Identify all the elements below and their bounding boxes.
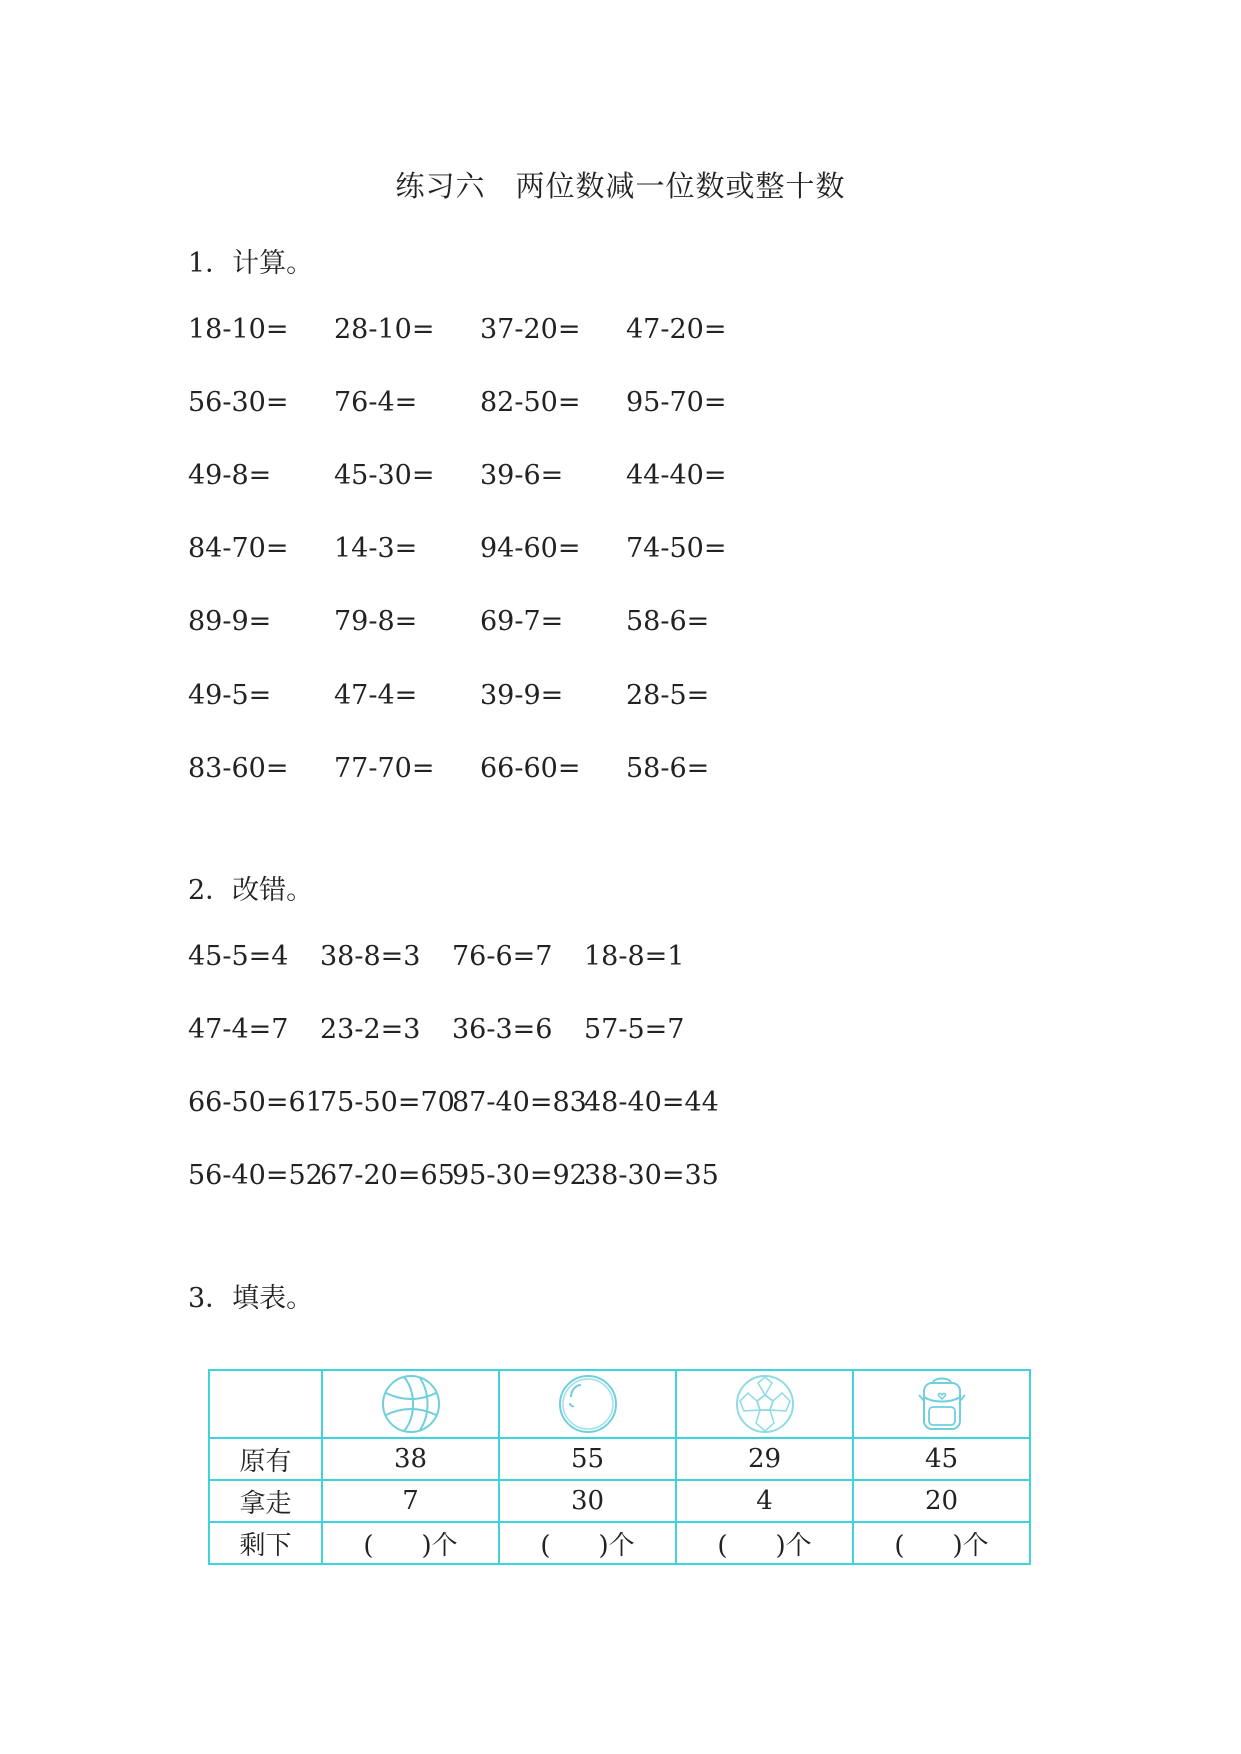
calc-problem: 76-4= — [334, 387, 418, 418]
calc-problem: 95-70= — [626, 387, 727, 418]
calc-problem: 47-4= — [334, 680, 418, 711]
correction-item: 57-5=7 — [584, 1014, 685, 1045]
correction-item: 48-40=44 — [584, 1087, 719, 1118]
correction-item: 23-2=3 — [320, 1014, 421, 1045]
row-label-original: 原有 — [209, 1438, 322, 1480]
section2-heading: 2．改错。 — [188, 875, 314, 906]
correction-item: 87-40=83 — [452, 1087, 587, 1118]
calc-problem: 14-3= — [334, 533, 418, 564]
calc-problem: 58-6= — [626, 753, 710, 784]
calc-problem: 74-50= — [626, 533, 727, 564]
calc-problem: 84-70= — [188, 533, 289, 564]
backpack-icon — [911, 1373, 973, 1435]
taken-value: 4 — [676, 1480, 853, 1522]
table-image-cell — [676, 1370, 853, 1438]
calc-problem: 89-9= — [188, 606, 272, 637]
calc-problem: 69-7= — [480, 606, 564, 637]
answer-blank[interactable]: ( )个 — [322, 1522, 499, 1564]
correction-item: 38-30=35 — [584, 1160, 719, 1191]
correction-item: 95-30=92 — [452, 1160, 587, 1191]
calc-problem: 49-5= — [188, 680, 272, 711]
answer-blank[interactable]: ( )个 — [676, 1522, 853, 1564]
calc-problem: 66-60= — [480, 753, 581, 784]
calc-problem: 83-60= — [188, 753, 289, 784]
correction-item: 76-6=7 — [452, 941, 553, 972]
correction-item: 56-40=52 — [188, 1160, 323, 1191]
calc-problem: 18-10= — [188, 314, 289, 345]
section1-heading: 1．计算。 — [188, 248, 314, 279]
table-corner-cell — [209, 1370, 322, 1438]
table-row-images — [209, 1370, 1030, 1438]
original-value: 55 — [499, 1438, 676, 1480]
correction-item: 38-8=3 — [320, 941, 421, 972]
calc-problem: 79-8= — [334, 606, 418, 637]
correction-item: 67-20=65 — [320, 1160, 455, 1191]
calc-problem: 77-70= — [334, 753, 435, 784]
calc-problem: 49-8= — [188, 460, 272, 491]
calc-problem: 58-6= — [626, 606, 710, 637]
original-value: 45 — [853, 1438, 1030, 1480]
correction-item: 36-3=6 — [452, 1014, 553, 1045]
table-image-cell — [322, 1370, 499, 1438]
original-value: 38 — [322, 1438, 499, 1480]
calc-problem: 47-20= — [626, 314, 727, 345]
calc-problem: 82-50= — [480, 387, 581, 418]
answer-blank[interactable]: ( )个 — [853, 1522, 1030, 1564]
correction-item: 47-4=7 — [188, 1014, 289, 1045]
section3-heading: 3．填表。 — [188, 1283, 314, 1314]
correction-item: 45-5=4 — [188, 941, 289, 972]
original-value: 29 — [676, 1438, 853, 1480]
table-image-cell — [853, 1370, 1030, 1438]
page-title — [0, 164, 1241, 205]
title-sub: 两位数减一位数或整十数 — [515, 169, 846, 203]
calc-problem: 56-30= — [188, 387, 289, 418]
calc-problem: 44-40= — [626, 460, 727, 491]
correction-item: 66-50=61 — [188, 1087, 323, 1118]
calc-problem: 39-9= — [480, 680, 564, 711]
table-row-taken — [209, 1480, 1030, 1522]
table-image-cell — [499, 1370, 676, 1438]
row-label-remaining: 剩下 — [209, 1522, 322, 1564]
title-main: 练习六 — [395, 169, 486, 203]
table-row-original — [209, 1438, 1030, 1480]
correction-item: 18-8=1 — [584, 941, 685, 972]
taken-value: 30 — [499, 1480, 676, 1522]
soccer-ball-icon — [734, 1373, 796, 1435]
correction-item: 75-50=70 — [320, 1087, 455, 1118]
answer-blank[interactable]: ( )个 — [499, 1522, 676, 1564]
calc-problem: 39-6= — [480, 460, 564, 491]
calc-problem: 28-5= — [626, 680, 710, 711]
fill-table — [208, 1369, 1031, 1565]
calc-problem: 37-20= — [480, 314, 581, 345]
basketball-icon — [380, 1373, 442, 1435]
taken-value: 7 — [322, 1480, 499, 1522]
ball-icon — [557, 1373, 619, 1435]
taken-value: 20 — [853, 1480, 1030, 1522]
table-row-remaining — [209, 1522, 1030, 1564]
row-label-taken: 拿走 — [209, 1480, 322, 1522]
calc-problem: 28-10= — [334, 314, 435, 345]
calc-problem: 94-60= — [480, 533, 581, 564]
calc-problem: 45-30= — [334, 460, 435, 491]
